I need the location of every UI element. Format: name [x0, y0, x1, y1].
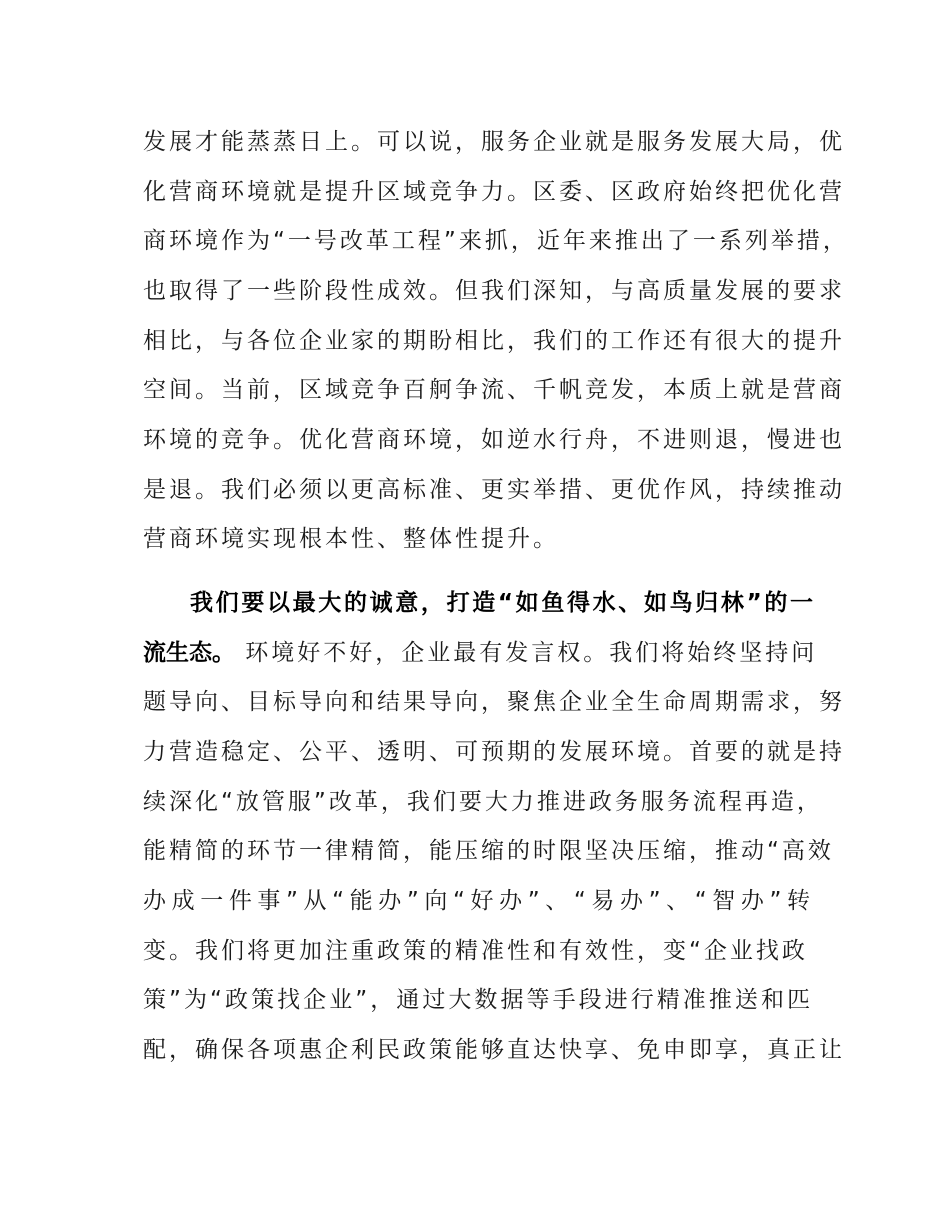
- text-line: 办成一件事”从“能办”向“好办”、“易办”、“智办”转: [143, 888, 813, 914]
- text-line: 能精简的环节一律精简，能压缩的时限坚决压缩，推动“高效: [143, 838, 834, 864]
- text-line: 相比，与各位企业家的期盼相比，我们的工作还有很大的提升: [143, 328, 845, 354]
- paragraph-heading: 我们要以最大的诚意，打造“如鱼得水、如鸟归林”的一: [190, 590, 813, 616]
- paragraph-heading-end: 流生态。: [143, 640, 235, 666]
- text-line: 是退。我们必须以更高标准、更实举措、更优作风，持续推动: [143, 477, 845, 503]
- text-line: 也取得了一些阶段性成效。但我们深知，与高质量发展的要求: [143, 278, 845, 304]
- text-segment: 环境好不好，企业最有发言权。我们将始终坚持问: [235, 640, 818, 666]
- text-line: 配，确保各项惠企利民政策能够直达快享、免申即享，真正让: [143, 1037, 845, 1063]
- text-line: 化营商环境就是提升区域竞争力。区委、区政府始终把优化营: [143, 179, 845, 205]
- text-line: 续深化“放管服”改革，我们要大力推进政务服务流程再造，: [143, 789, 823, 815]
- text-line: 变。我们将更加注重政策的精准性和有效性，变“企业找政: [143, 938, 808, 964]
- text-line: 力营造稳定、公平、透明、可预期的发展环境。首要的就是持: [143, 739, 845, 765]
- text-line: 空间。当前，区域竞争百舸争流、千帆竞发，本质上就是营商: [143, 377, 845, 403]
- text-line: 发展才能蒸蒸日上。可以说，服务企业就是服务发展大局，优: [143, 129, 845, 155]
- text-line: [143, 638, 818, 668]
- text-line: 营商环境实现根本性、整体性提升。: [143, 526, 559, 552]
- text-line: 商环境作为“一号改革工程”来抓，近年来推出了一系列举措，: [143, 228, 849, 254]
- text-line: 策”为“政策找企业”，通过大数据等手段进行精准推送和匹: [143, 987, 813, 1013]
- text-line: 题导向、目标导向和结果导向，聚焦企业全生命周期需求，努: [143, 689, 845, 715]
- text-line: 环境的竞争。优化营商环境，如逆水行舟，不进则退，慢进也: [143, 427, 845, 453]
